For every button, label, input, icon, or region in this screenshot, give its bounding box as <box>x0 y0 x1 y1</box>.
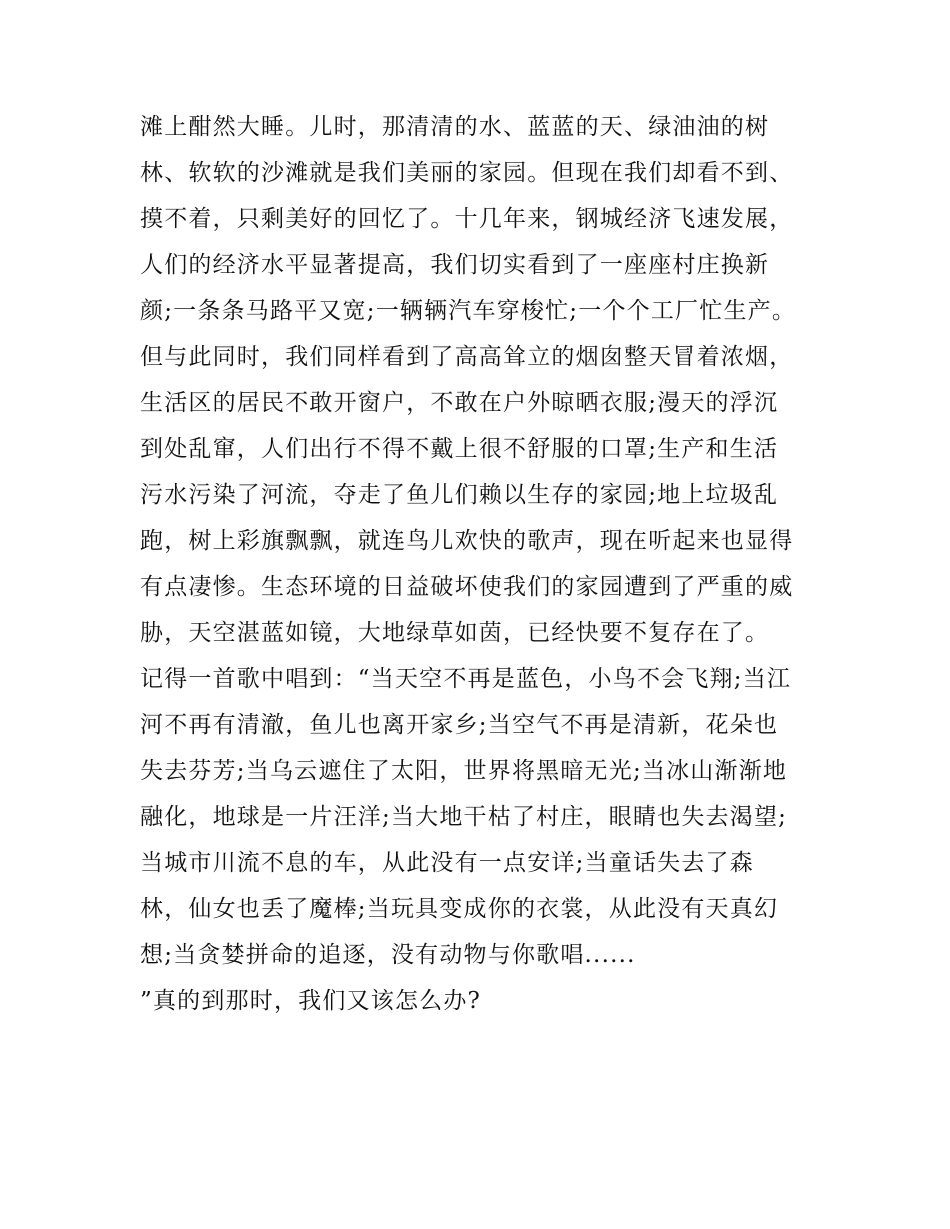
text-line: 融化，地球是一片汪洋;当大地干枯了村庄，眼睛也失去渴望; <box>140 804 788 830</box>
text-line: 胁，天空湛蓝如镜，大地绿草如茵，已经快要不复存在了。 <box>140 620 770 646</box>
text-line: 生活区的居民不敢开窗户，不敢在户外晾晒衣服;漫天的浮沉 <box>140 390 779 416</box>
text-line: 失去芬芳;当乌云遮住了太阳，世界将黑暗无光;当冰山渐渐地 <box>140 758 788 784</box>
body-text <box>140 104 840 1024</box>
text-line: 想;当贪婪拼命的追逐，没有动物与你歌唱...... <box>140 942 636 968</box>
text-line: 滩上酣然大睡。儿时，那清清的水、蓝蓝的天、绿油油的树 <box>140 114 770 140</box>
text-line: 当城市川流不息的车，从此没有一点安详;当童话失去了森 <box>140 850 754 876</box>
text-line: 到处乱窜，人们出行不得不戴上很不舒服的口罩;生产和生活 <box>140 436 779 462</box>
text-line: 但与此同时，我们同样看到了高高耸立的烟囱整天冒着浓烟， <box>140 344 794 370</box>
text-line: 人们的经济水平显著提高，我们切实看到了一座座村庄换新 <box>140 252 770 278</box>
text-line: ”真的到那时，我们又该怎么办? <box>140 988 482 1014</box>
text-line: 记得一首歌中唱到：“当天空不再是蓝色，小鸟不会飞翔;当江 <box>140 666 792 692</box>
text-line: 颜;一条条马路平又宽;一辆辆汽车穿梭忙;一个个工厂忙生产。 <box>140 298 797 324</box>
text-line: 跑，树上彩旗飘飘，就连鸟儿欢快的歌声，现在听起来也显得 <box>140 528 794 554</box>
text-line: 林、软软的沙滩就是我们美丽的家园。但现在我们却看不到、 <box>140 160 794 186</box>
text-line: 林，仙女也丢了魔棒;当玩具变成你的衣裳，从此没有天真幻 <box>140 896 779 922</box>
text-line: 摸不着，只剩美好的回忆了。十几年来，钢城经济飞速发展， <box>140 206 794 232</box>
text-line: 河不再有清澈，鱼儿也离开家乡;当空气不再是清新，花朵也 <box>140 712 779 738</box>
text-line: 污水污染了河流，夺走了鱼儿们赖以生存的家园;地上垃圾乱 <box>140 482 779 508</box>
text-line: 有点凄惨。生态环境的日益破坏使我们的家园遭到了严重的威 <box>140 574 794 600</box>
